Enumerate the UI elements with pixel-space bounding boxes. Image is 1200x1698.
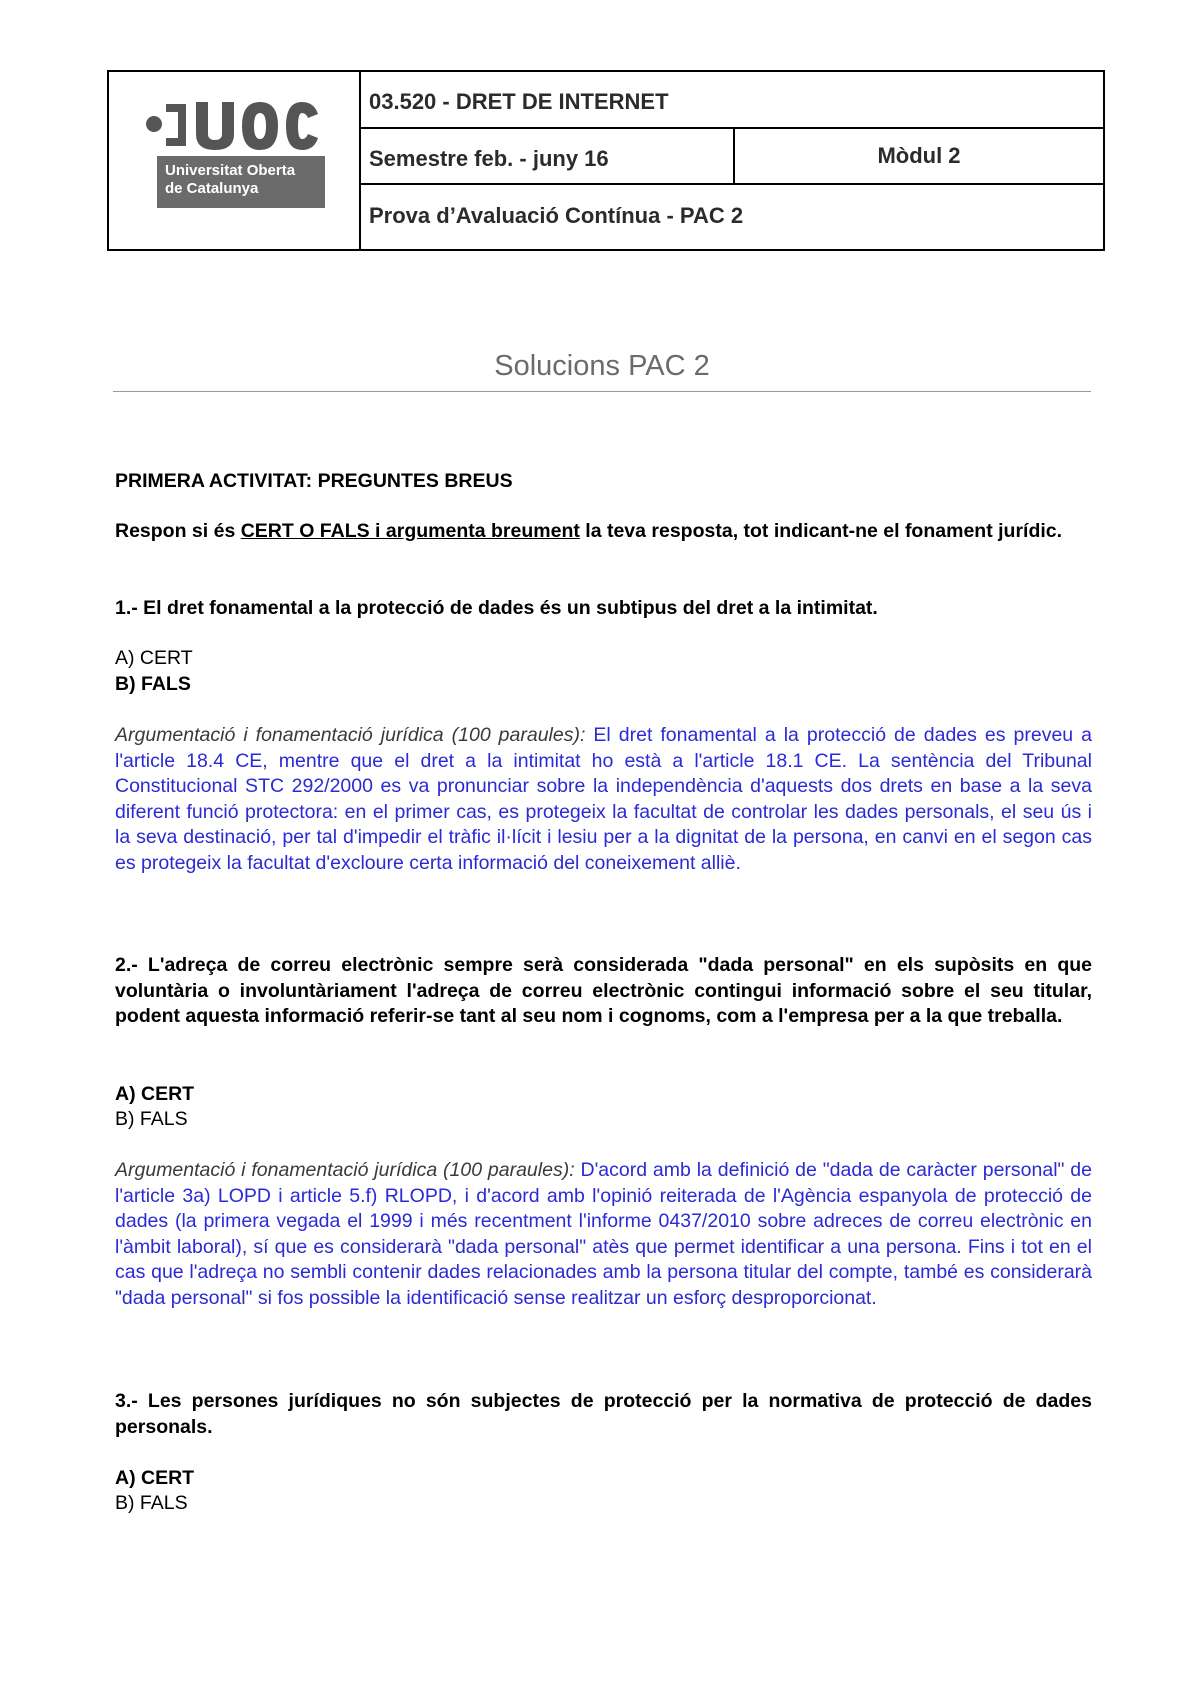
q1-argument-label: Argumentació i fonamentació jurídica (100 paraules): bbox=[115, 724, 586, 746]
uoc-logo-mark bbox=[142, 96, 327, 156]
instructions-prefix: Respon si és bbox=[115, 520, 241, 542]
q3-option-b: B) FALS bbox=[115, 1492, 188, 1514]
page-title: Solucions PAC 2 bbox=[494, 350, 710, 382]
logo-cell bbox=[109, 72, 361, 249]
header-table bbox=[107, 70, 1105, 251]
title-divider bbox=[113, 391, 1091, 392]
course-title: 03.520 - DRET DE INTERNET bbox=[361, 72, 1103, 129]
q2-option-a: A) CERT bbox=[115, 1083, 195, 1105]
uoc-logo bbox=[142, 96, 327, 216]
q2-argument-text: D'acord amb la definició de "dada de caràcter personal" de l'article 3a) LOPD i article 5.f) RLOPD, i d'acord amb l'opinió reiterada de l'Agència espanyola de protecció de dades (la primera vegada el 1999 i més recentment l'informe 0437/2010 sobre adreces de correu electrònic en l'àmbit laboral), sí que es considerarà "dada personal" atès que permet identificar a una persona. Fins i tot en el cas que l'adreça no sembli contenir dades relacionades amb la persona titular del compte, també es considerarà "dada personal" si fos possible la identificació sense realitzar un esforç desproporcionat. bbox=[115, 1159, 1092, 1309]
instructions-emphasis: CERT O FALS i argumenta breument bbox=[240, 520, 580, 542]
logo-wordmark bbox=[157, 156, 325, 208]
q2-option-b: B) FALS bbox=[115, 1108, 188, 1130]
module: Mòdul 2 bbox=[735, 129, 1103, 185]
logo-line-2: de Catalunya bbox=[165, 180, 259, 197]
logo-line-1: Universitat Oberta bbox=[165, 162, 296, 179]
assessment-title: Prova d’Avaluació Contínua - PAC 2 bbox=[369, 203, 744, 228]
q1-argument-text: El dret fonamental a la protecció de dades es preveu a l'article 18.4 CE, mentre que el dret a la intimitat ho està a l'article 18.1 CE. La sentència del Tribunal Constitucional STC 292/2000 es va pronunciar sobre la independència d'aquests dos drets en base a la seva diferent funció protectora: en el primer cas, es protegeix la facultat de controlar les dades personals, el seu ús i la seva destinació, per tal d'impedir el tràfic il·lícit i lesiu per a la dignitat de la persona, en canvi en el segon cas es protegeix la facultat d'excloure certa informació del coneixement alliè. bbox=[115, 724, 1092, 874]
q1-option-b: B) FALS bbox=[115, 673, 191, 695]
question-1: 1.- El dret fonamental a la protecció de dades és un subtipus del dret a la intimitat. bbox=[115, 597, 878, 619]
q2-argument-label: Argumentació i fonamentació jurídica (100 paraules): bbox=[115, 1159, 575, 1181]
instructions bbox=[115, 519, 1092, 545]
q1-option-a: A) CERT bbox=[115, 647, 193, 669]
question-3: 3.- Les persones jurídiques no són subjectes de protecció per la normativa de protecció de dades personals. bbox=[115, 1390, 1092, 1438]
q3-option-a: A) CERT bbox=[115, 1467, 195, 1489]
q2-argument bbox=[115, 1158, 1092, 1311]
q1-argument bbox=[115, 723, 1092, 876]
instructions-suffix: la teva resposta, tot indicant-ne el fonament jurídic. bbox=[579, 520, 1063, 542]
question-2: 2.- L'adreça de correu electrònic sempre serà considerada "dada personal" en els supòsits en que voluntària o involuntàriament l'adreça de correu electrònic contingui informació sobre el seu titular, podent aquesta informació referir-se tant al seu nom i cognoms, com a l'empresa per a la que treballa. bbox=[115, 954, 1092, 1027]
semester: Semestre feb. - juny 16 bbox=[361, 129, 735, 185]
section-heading: PRIMERA ACTIVITAT: PREGUNTES BREUS bbox=[115, 470, 513, 492]
